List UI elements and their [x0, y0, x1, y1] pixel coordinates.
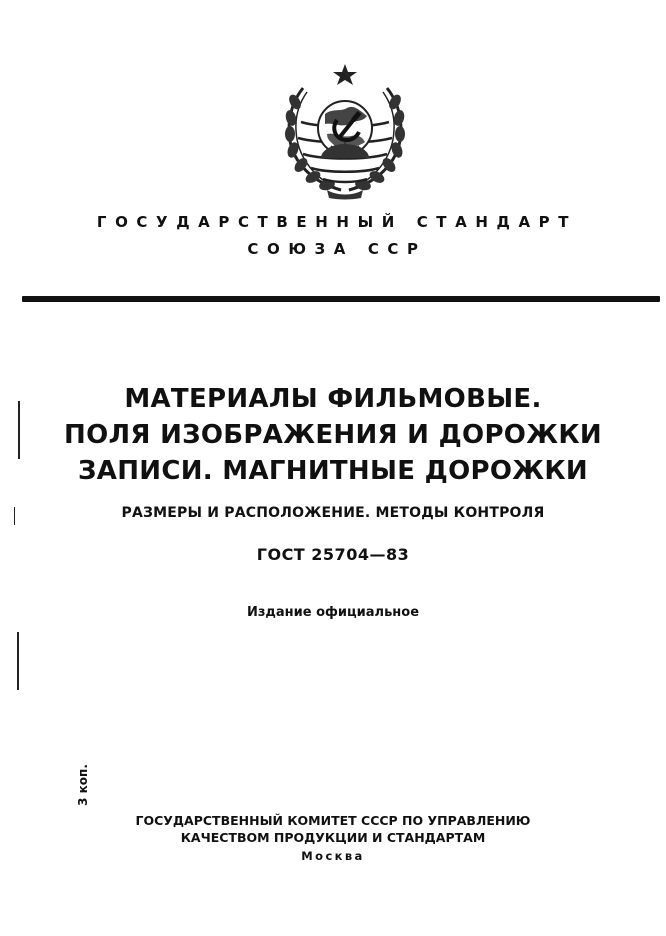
price-label: 3 коп. — [76, 764, 90, 806]
margin-mark — [17, 632, 19, 690]
publisher-line-1: ГОСУДАРСТВЕННЫЙ КОМИТЕТ СССР ПО УПРАВЛЕНИЮ — [135, 813, 531, 828]
document-title-line-1: МАТЕРИАЛЫ ФИЛЬМОВЫЕ. — [124, 384, 542, 414]
document-subtitle: РАЗМЕРЫ И РАСПОЛОЖЕНИЕ. МЕТОДЫ КОНТРОЛЯ — [121, 505, 545, 521]
document-title-line-2: ПОЛЯ ИЗОБРАЖЕНИЯ И ДОРОЖКИ — [64, 420, 602, 450]
edition-label: Издание официальное — [246, 605, 420, 620]
standard-number: ГОСТ 25704—83 — [256, 545, 410, 564]
publisher-line-2: КАЧЕСТВОМ ПРОДУКЦИИ И СТАНДАРТАМ — [180, 830, 486, 845]
publisher-city: Москва — [301, 849, 365, 863]
state-emblem-icon — [281, 62, 409, 200]
header-state-standard: ГОСУДАРСТВЕННЫЙ СТАНДАРТ — [96, 213, 578, 231]
divider-line — [22, 296, 660, 302]
header-ussr: СОЮЗА ССР — [247, 240, 427, 258]
document-title-line-3: ЗАПИСИ. МАГНИТНЫЕ ДОРОЖКИ — [78, 456, 588, 486]
